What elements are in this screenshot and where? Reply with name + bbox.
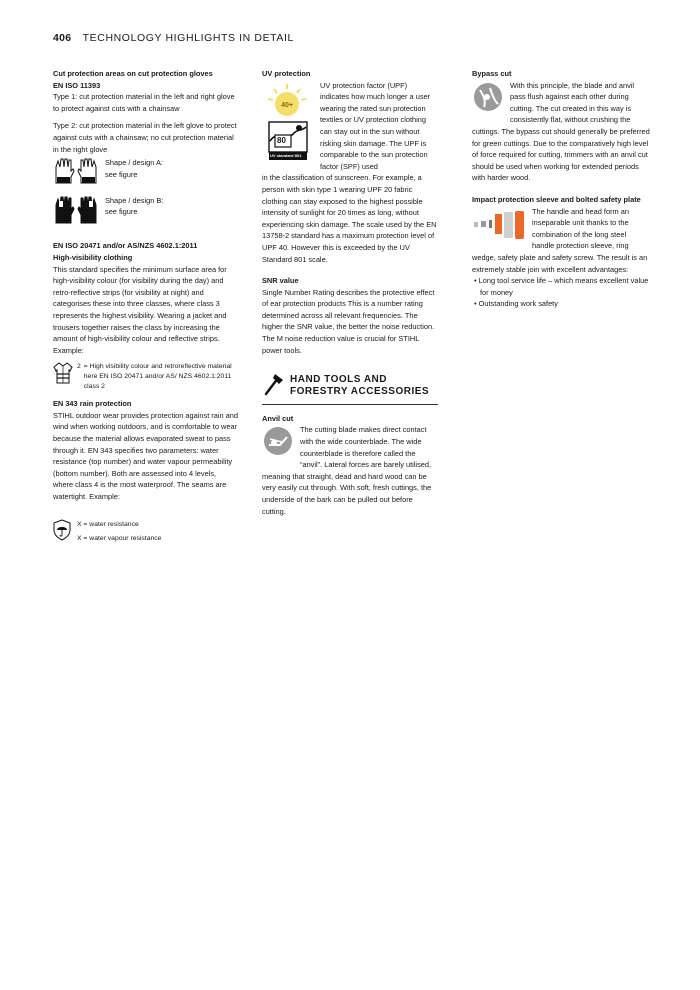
glove-shape-a-icon	[53, 157, 99, 189]
uv-badge-number: 80	[277, 136, 286, 146]
column-left	[53, 68, 238, 546]
page-number: 406	[53, 32, 72, 44]
shape-b-see: see figure	[105, 207, 138, 217]
page-header	[53, 32, 294, 44]
rain-heading: EN 343 rain protection	[53, 399, 132, 409]
hv-heading: High-visibility clothing	[53, 252, 133, 262]
sun-icon	[262, 82, 314, 122]
advantages-list	[472, 275, 650, 310]
uv-body-full: in the classification of sunscreen. For example, a person with skin type 1 wearing UPF 20 fabric clothing can stay exposed to the highest possible intensity of sunlight for 20 times as long, without experiencing skin damage. The scale used by the EN 13758-2 standard has a maximum protection level of UPF 40. However this is exceeded by the UV Standard 801 scale.	[262, 173, 437, 264]
section-hand-tools	[262, 372, 438, 405]
uv-body-wrapped: UV protection factor (UPF) indicates how much longer a user wearing the rated sun protection textiles or UV protection clothing can stay out in the sun without risking skin damage. The UPF is comparable to the sun protection factor (SPF) used	[320, 80, 431, 171]
hv-body: This standard specifies the minimum surface area for high-visibility colour (for visibility during the day) and retro-reflective strips (for visibility at night) and categorises these into three classes, where class 3 represents the highest visibility. Wearing a jacket and trousers together raises the class by increasing the amount of high-visibility colour and reflective strips. Example:	[53, 264, 227, 355]
impact-body: The handle and head form an inseparable unit thanks to the combination of the long steel handle protection sleeve, ring wedge, safety plate and safety screw. The result is an extremely stable join with excellent advantages:	[472, 206, 648, 274]
svg-text:40+: 40+	[281, 101, 293, 109]
legend-vapour-resistance: X = water vapour resistance	[77, 534, 162, 542]
hv-example-row	[53, 362, 238, 392]
uv-heading: UV protection	[262, 69, 311, 78]
uv-icons	[262, 82, 314, 162]
hv-example-text: = High visibility colour and retroreflective material here EN ISO 20471 and/or AS/ NZS 4602.1:2011 class 2	[83, 363, 232, 391]
column-right	[472, 68, 650, 310]
rain-legend	[53, 519, 238, 546]
hi-vis-jacket-icon	[53, 362, 73, 388]
list-item: • Outstanding work safety	[474, 299, 558, 309]
cut-protection-standard: EN ISO 11393	[53, 80, 101, 90]
cut-protection-heading: Cut protection areas on cut protection gloves	[53, 69, 213, 78]
anvil-body: The cutting blade makes direct contact with the wide counterblade. The wide counterblade is therefore called the “anvil”. Lateral forces are barely utilised, meaning that straight, dead and hard wood can be very easily cut through. With soft, fresh cuttings, the underside of the bark can be pulled out before cutting.	[262, 425, 432, 516]
shape-a-see: see figure	[105, 169, 138, 179]
axe-icon	[262, 372, 284, 400]
shape-b-label: Shape / design B:	[105, 195, 164, 205]
anvil-heading: Anvil cut	[262, 413, 294, 423]
shape-a-row	[53, 157, 238, 189]
bypass-cut-icon	[472, 82, 504, 116]
impact-sleeve-icon	[472, 208, 526, 246]
impact-heading: Impact protection sleeve and bolted safety plate	[472, 194, 641, 204]
column-middle	[262, 68, 438, 517]
section-title-line2: FORESTRY ACCESSORIES	[290, 386, 430, 398]
page-title: TECHNOLOGY HIGHLIGHTS IN DETAIL	[82, 32, 294, 44]
bypass-body: With this principle, the blade and anvil pass flush against each other during cutting. The cut created in this way is consistently flat, without crushing the cuttings. The bypass cut should generally be preferred for green cuttings. Due to the comparatively high level of force required for cutting, trimmers with an anvil cut should be used when working for extended periods with harder wood.	[472, 80, 650, 183]
hv-class-number: 2	[77, 363, 81, 371]
bypass-heading: Bypass cut	[472, 69, 512, 78]
hv-standard-heading: EN ISO 20471 and/or AS/NZS 4602.1:2011	[53, 241, 198, 251]
legend-water-resistance: X = water resistance	[77, 520, 139, 528]
snr-heading: SNR value	[262, 276, 299, 286]
list-item: • Long tool service life – which means excellent value for money	[474, 276, 649, 297]
type2-text: Type 2: cut protection material in the left glove to protect against cuts with a chainsaw; no cut protection material in the right glove	[53, 121, 237, 154]
umbrella-shield-icon	[53, 519, 71, 545]
uv-standard-801-badge	[268, 121, 308, 161]
anvil-cut-icon	[262, 426, 294, 460]
shape-a-label: Shape / design A:	[105, 158, 163, 168]
uv-badge-text: UV standard 801	[270, 153, 302, 159]
snr-body: Single Number Rating describes the protective effect of ear protection products This is a number rating determined across all relevant frequencies. The higher the SNR value, the better the noise reduction. The M noise reduction value is crucial for STIHL power tools.	[262, 287, 435, 355]
shape-b-row	[53, 195, 238, 229]
rain-body: STIHL outdoor wear provides protection against rain and wind when working outdoors, and is comfortable to wear because the material allows evaporated sweat to pass through it. EN 343 specifies two parameters: water resistance (top number) and water vapour permeability (bottom number). Both are assessed into 4 levels, where class 4 is the most waterproof. The seams are watertight. Example:	[53, 410, 239, 502]
glove-shape-b-icon	[53, 195, 99, 229]
section-title-line1: HAND TOOLS AND	[290, 374, 387, 386]
type1-text: Type 1: cut protection material in the left and right glove to protect against cuts with a chainsaw	[53, 92, 235, 113]
